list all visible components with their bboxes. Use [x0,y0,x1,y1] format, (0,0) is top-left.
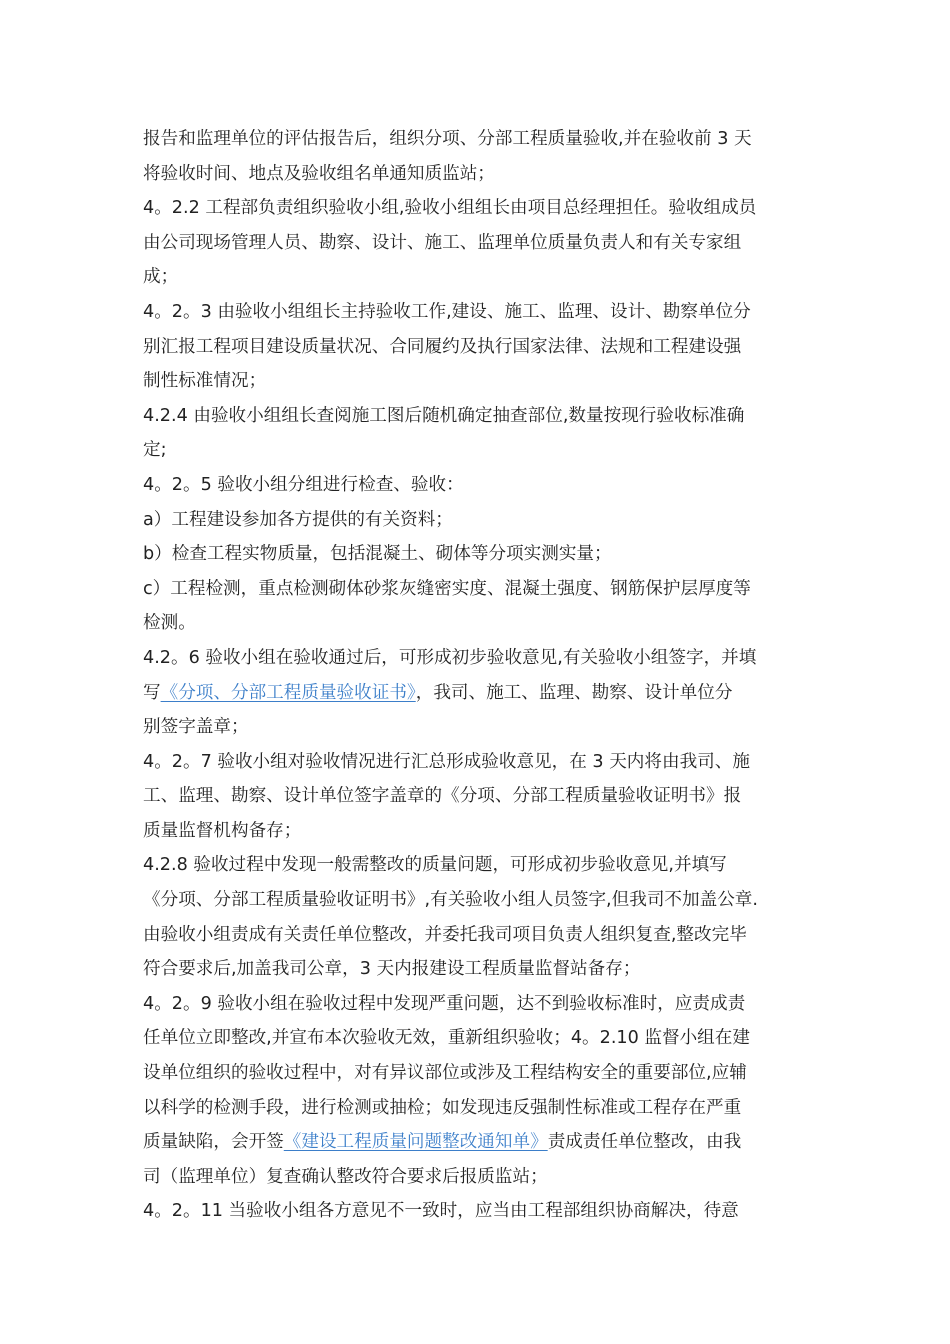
text-line: 4.2.8 验收过程中发现一般需整改的质量问题，可形成初步验收意见,并填写 [143,855,727,876]
text-line: 制性标准情况； [143,371,267,392]
text-line: c）工程检测，重点检测砌体砂浆灰缝密实度、混凝土强度、钢筋保护层厚度等 [143,578,751,599]
text-line: 报告和监理单位的评估报告后，组织分项、分部工程质量验收,并在验收前 3 天 [143,129,752,149]
text-line [143,676,815,711]
text-line: 定; [143,440,167,461]
text-line: 4.2。6 验收小组在验收通过后，可形成初步验收意见,有关验收小组签字，并填 [143,647,757,668]
text-line: 4.2.4 由验收小组组长查阅施工图后随机确定抽查部位,数量按现行验收标准确 [143,405,745,426]
text-line: 符合要求后,加盖我司公章，3 天内报建设工程质量监督站备存； [143,959,641,980]
text-line: 4。2。5 验收小组分组进行检查、验收： [143,474,464,495]
text-line: 成； [143,267,179,288]
text-line: 工、监理、勘察、设计单位签字盖章的《分项、分部工程质量验收证明书》报 [143,786,742,807]
text-line: 以科学的检测手段，进行检测或抽检；如发现违反强制性标准或工程存在严重 [143,1097,742,1118]
text-line: 质量监督机构备存； [143,820,302,841]
text-line: 4。2.2 工程部负责组织验收小组,验收小组组长由项目总经理担任。验收组成员 [143,198,757,219]
text-segment: ，我司、施工、监理、勘察、设计单位分 [415,682,733,703]
text-segment: 责成责任单位整改，由我 [547,1132,742,1153]
text-line: 由公司现场管理人员、勘察、设计、施工、监理单位质量负责人和有关专家组 [143,232,742,253]
text-line: 4。2。3 由验收小组组长主持验收工作,建设、施工、监理、设计、勘察单位分 [143,301,751,322]
text-line: 设单位组织的验收过程中，对有异议部位或涉及工程结构安全的重要部位,应辅 [143,1063,747,1084]
text-line: 4。2。7 验收小组对验收情况进行汇总形成验收意见，在 3 天内将由我司、施 [143,751,750,772]
text-line: 将验收时间、地点及验收组名单通知质监站； [143,163,495,184]
text-line: 由验收小组责成有关责任单位整改，并委托我司项目负责人组织复查,整改完毕 [143,924,747,945]
text-line: 别签字盖章； [143,717,249,738]
document-body [143,122,815,1229]
text-line: 检测。 [143,613,196,634]
text-line: a）工程建设参加各方提供的有关资料； [143,509,453,530]
document-link[interactable]: 《分项、分部工程质量验收证书》 [160,682,416,703]
text-line [143,1125,815,1160]
text-line: b）检查工程实物质量，包括混凝土、砌体等分项实测实量； [143,544,612,565]
text-line: 任单位立即整改,并宣布本次验收无效，重新组织验收；4。2.10 监督小组在建 [143,1028,750,1049]
text-line: 司（监理单位）复查确认整改符合要求后报质监站； [143,1166,548,1187]
text-line: 4。2。9 验收小组在验收过程中发现严重问题，达不到验收标准时，应责成责 [143,993,746,1014]
text-line: 4。2。11 当验收小组各方意见不一致时，应当由工程部组织协商解决，待意 [143,1201,739,1222]
document-link[interactable]: 《建设工程质量问题整改通知单》 [283,1132,548,1153]
text-segment: 写 [143,682,161,703]
text-line: 《分项、分部工程质量验收证明书》,有关验收小组人员签字,但我司不加盖公章. [143,890,758,911]
text-line: 别汇报工程项目建设质量状况、合同履约及执行国家法律、法规和工程建设强 [143,336,742,357]
text-segment: 质量缺陷，会开签 [143,1132,284,1153]
